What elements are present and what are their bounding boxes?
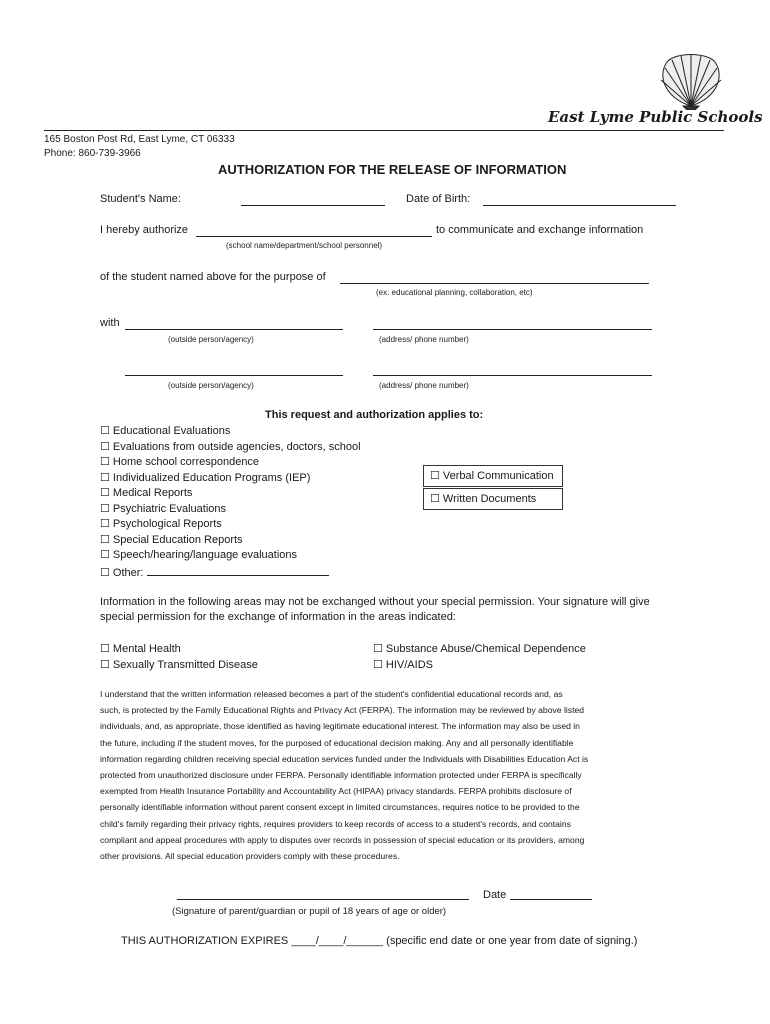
checkbox-hiv[interactable]: ☐ HIV/AIDS — [373, 659, 433, 671]
shell-logo-icon — [655, 48, 727, 110]
expires-date-field[interactable]: ____/____/______ — [291, 935, 384, 947]
checkbox-outside-evaluations[interactable]: ☐ Evaluations from outside agencies, doctors, school — [100, 440, 361, 453]
checkbox-other-label: ☐ Other: — [100, 566, 144, 579]
checkbox-std[interactable]: ☐ Sexually Transmitted Disease — [100, 659, 258, 671]
checkbox-other[interactable] — [100, 564, 361, 580]
ferpa-line: the future, including if the student moves, for the purposed of educational decision making. Any and all personally identifiable — [100, 737, 574, 748]
checkbox-written-documents[interactable]: ☐ Written Documents — [423, 488, 563, 510]
ferpa-line: individuals, and, as appropriate, those identified as having legitimate educational interest. The information may also be used in — [100, 721, 580, 732]
ferpa-paragraph — [100, 686, 675, 864]
school-name-field[interactable] — [196, 236, 432, 237]
dob-field[interactable] — [483, 205, 676, 206]
date-label: Date — [483, 889, 507, 901]
checkbox-medical-reports[interactable]: ☐ Medical Reports — [100, 487, 193, 499]
ferpa-line: information regarding children receiving special education services funded under the Individuals with Disabilities Education Act is — [100, 753, 589, 764]
checkbox-special-education[interactable]: ☐ Special Education Reports — [100, 533, 243, 546]
ferpa-line: other provisions. All special education providers comply with these procedures. — [100, 851, 400, 862]
checkbox-verbal-communication[interactable]: ☐ Verbal Communication — [423, 465, 563, 487]
header-rule — [44, 130, 724, 131]
school-phone: Phone: 860-739-3966 — [44, 148, 141, 159]
ferpa-line: protected from unauthorized disclosure under FERPA. Personally identifiable information protected under FERPA is specifically — [100, 770, 582, 781]
outside-hint-1: (outside person/agency) — [168, 335, 254, 344]
expires-suffix: (specific end date or one year from date of signing.) — [386, 935, 638, 947]
signature-date-field[interactable] — [510, 899, 592, 900]
dob-label: Date of Birth: — [406, 193, 471, 205]
student-name-label: Student's Name: — [100, 193, 181, 205]
purpose-label: of the student named above for the purpose of — [100, 271, 326, 283]
checkbox-home-school[interactable]: ☐ Home school correspondence — [100, 456, 260, 468]
signature-field[interactable] — [177, 899, 469, 900]
checkbox-psychological[interactable]: ☐ Psychological Reports — [100, 518, 222, 530]
applies-list — [100, 424, 361, 579]
outside-hint-2: (outside person/agency) — [168, 381, 254, 390]
expires-line — [121, 935, 637, 949]
checkbox-speech[interactable]: ☐ Speech/hearing/language evaluations — [100, 549, 298, 561]
school-hint: (school name/department/school personnel) — [226, 241, 383, 250]
purpose-hint: (ex. educational planning, collaboration, etc) — [376, 288, 533, 297]
ferpa-line: personally identifiable information without parent consent except in limited circumstances, requires notice to be provided to the — [100, 802, 580, 813]
checkbox-mental-health[interactable]: ☐ Mental Health — [100, 643, 181, 655]
outside-person-field-2[interactable] — [125, 375, 343, 376]
address-hint-1: (address/ phone number) — [379, 335, 469, 344]
applies-heading: This request and authorization applies to: — [265, 409, 484, 421]
checkbox-psychiatric[interactable]: ☐ Psychiatric Evaluations — [100, 502, 227, 515]
page-title: AUTHORIZATION FOR THE RELEASE OF INFORMATION — [218, 162, 567, 177]
signature-hint: (Signature of parent/guardian or pupil of 18 years of age or older) — [172, 906, 447, 917]
address-field-1[interactable] — [373, 329, 652, 330]
other-field[interactable] — [147, 564, 329, 576]
ferpa-line: I understand that the written information released becomes a part of the student's confidential educational records and, as — [100, 689, 563, 699]
authorize-prefix: I hereby authorize — [100, 224, 189, 236]
checkbox-substance-abuse[interactable]: ☐ Substance Abuse/Chemical Dependence — [373, 643, 586, 655]
permission-text-1: Information in the following areas may not be exchanged without your special permission. Your signature will give — [100, 596, 650, 608]
school-address: 165 Boston Post Rd, East Lyme, CT 06333 — [44, 134, 235, 145]
authorize-suffix: to communicate and exchange information — [436, 224, 644, 236]
with-label: with — [100, 317, 120, 329]
logo-text: East Lyme Public Schools — [548, 108, 763, 126]
address-field-2[interactable] — [373, 375, 652, 376]
checkbox-iep[interactable]: ☐ Individualized Education Programs (IEP) — [100, 471, 311, 484]
student-name-field[interactable] — [241, 205, 385, 206]
outside-person-field-1[interactable] — [125, 329, 343, 330]
checkbox-educational-evaluations[interactable]: ☐ Educational Evaluations — [100, 425, 231, 437]
expires-prefix: THIS AUTHORIZATION EXPIRES — [121, 935, 289, 947]
permission-text-2: special permission for the exchange of information in the areas indicated: — [100, 611, 456, 623]
ferpa-line: exempted from Health Insurance Portability and Accountability Act (HIPAA) privacy standards. FERPA prohibits disclosure of — [100, 786, 572, 797]
ferpa-line: child's family regarding their privacy rights, requires providers to keep records of access to a student's records, and contains — [100, 818, 571, 829]
purpose-field[interactable] — [340, 283, 649, 284]
ferpa-line: compliant and appeal procedures with apply to disputes over records in possession of special education or its providers, among — [100, 834, 585, 845]
address-hint-2: (address/ phone number) — [379, 381, 469, 390]
ferpa-line: such, is protected by the Family Educational Rights and Privacy Act (FERPA). The information may be reviewed by above listed — [100, 705, 585, 716]
